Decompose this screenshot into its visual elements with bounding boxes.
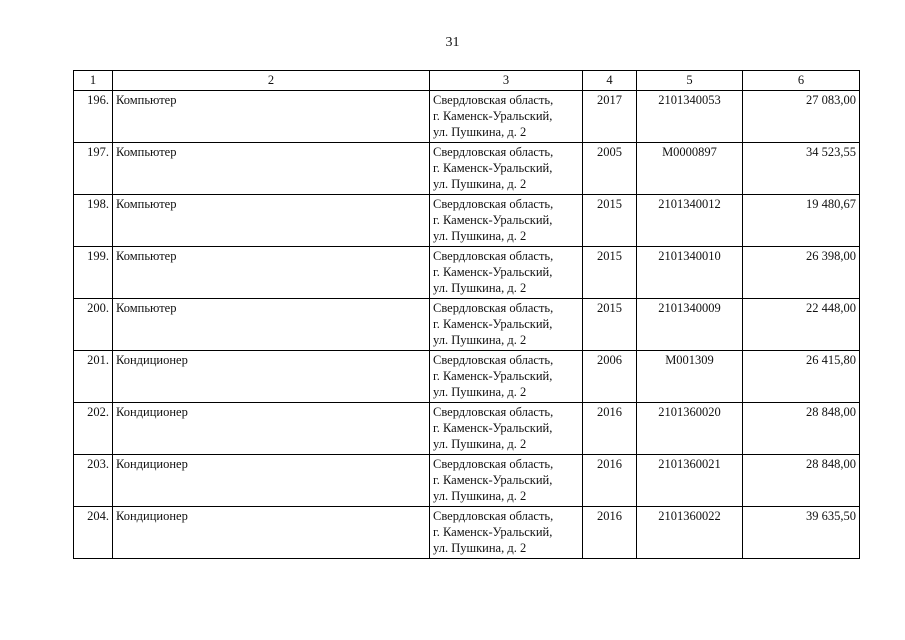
item-cost: 19 480,67 <box>743 195 860 247</box>
item-address <box>430 91 583 143</box>
address-line: Свердловская область, <box>433 249 554 263</box>
address-line: Свердловская область, <box>433 145 554 159</box>
address-line: г. Каменск-Уральский, <box>433 421 553 435</box>
item-name: Компьютер <box>113 143 430 195</box>
item-name: Кондиционер <box>113 403 430 455</box>
inventory-number: 2101360020 <box>637 403 743 455</box>
item-name: Компьютер <box>113 299 430 351</box>
item-address <box>430 195 583 247</box>
item-address <box>430 247 583 299</box>
address-line: Свердловская область, <box>433 301 554 315</box>
row-number: 199. <box>74 247 113 299</box>
address-line: Свердловская область, <box>433 457 554 471</box>
row-number: 203. <box>74 455 113 507</box>
address-line: ул. Пушкина, д. 2 <box>433 541 527 555</box>
inventory-number: 2101340053 <box>637 91 743 143</box>
inventory-number: 2101360022 <box>637 507 743 559</box>
row-number: 201. <box>74 351 113 403</box>
column-header: 6 <box>743 71 860 91</box>
inventory-number: 2101340012 <box>637 195 743 247</box>
address-line: ул. Пушкина, д. 2 <box>433 437 527 451</box>
address-line: Свердловская область, <box>433 405 554 419</box>
row-number: 198. <box>74 195 113 247</box>
item-cost: 26 398,00 <box>743 247 860 299</box>
address-line: г. Каменск-Уральский, <box>433 525 553 539</box>
table-row <box>74 247 860 299</box>
item-year: 2005 <box>583 143 637 195</box>
item-name: Кондиционер <box>113 507 430 559</box>
item-year: 2015 <box>583 195 637 247</box>
item-name: Кондиционер <box>113 455 430 507</box>
item-address <box>430 299 583 351</box>
address-line: Свердловская область, <box>433 197 554 211</box>
item-cost: 39 635,50 <box>743 507 860 559</box>
item-year: 2006 <box>583 351 637 403</box>
address-line: Свердловская область, <box>433 353 554 367</box>
item-year: 2017 <box>583 91 637 143</box>
address-line: ул. Пушкина, д. 2 <box>433 385 527 399</box>
item-address <box>430 455 583 507</box>
table-row <box>74 455 860 507</box>
address-line: г. Каменск-Уральский, <box>433 369 553 383</box>
item-address <box>430 403 583 455</box>
item-year: 2016 <box>583 455 637 507</box>
item-cost: 27 083,00 <box>743 91 860 143</box>
inventory-table <box>73 70 860 559</box>
item-year: 2016 <box>583 507 637 559</box>
address-line: г. Каменск-Уральский, <box>433 109 553 123</box>
inventory-number: M001309 <box>637 351 743 403</box>
address-line: ул. Пушкина, д. 2 <box>433 177 527 191</box>
address-line: ул. Пушкина, д. 2 <box>433 489 527 503</box>
address-line: ул. Пушкина, д. 2 <box>433 333 527 347</box>
address-line: ул. Пушкина, д. 2 <box>433 125 527 139</box>
row-number: 200. <box>74 299 113 351</box>
table-row <box>74 195 860 247</box>
address-line: г. Каменск-Уральский, <box>433 473 553 487</box>
column-header: 1 <box>74 71 113 91</box>
row-number: 197. <box>74 143 113 195</box>
column-header: 2 <box>113 71 430 91</box>
inventory-number: M0000897 <box>637 143 743 195</box>
item-address <box>430 351 583 403</box>
table-body <box>74 91 860 559</box>
item-cost: 34 523,55 <box>743 143 860 195</box>
column-header: 4 <box>583 71 637 91</box>
item-address <box>430 143 583 195</box>
address-line: г. Каменск-Уральский, <box>433 161 553 175</box>
table-row <box>74 403 860 455</box>
item-cost: 26 415,80 <box>743 351 860 403</box>
address-line: Свердловская область, <box>433 93 554 107</box>
row-number: 204. <box>74 507 113 559</box>
table-header-row <box>74 71 860 91</box>
inventory-number: 2101360021 <box>637 455 743 507</box>
item-name: Компьютер <box>113 91 430 143</box>
item-cost: 28 848,00 <box>743 403 860 455</box>
table-row <box>74 507 860 559</box>
item-name: Компьютер <box>113 247 430 299</box>
column-header: 5 <box>637 71 743 91</box>
item-name: Компьютер <box>113 195 430 247</box>
item-address <box>430 507 583 559</box>
address-line: ул. Пушкина, д. 2 <box>433 229 527 243</box>
table-row <box>74 351 860 403</box>
item-year: 2016 <box>583 403 637 455</box>
address-line: г. Каменск-Уральский, <box>433 213 553 227</box>
address-line: г. Каменск-Уральский, <box>433 317 553 331</box>
row-number: 202. <box>74 403 113 455</box>
address-line: ул. Пушкина, д. 2 <box>433 281 527 295</box>
inventory-number: 2101340009 <box>637 299 743 351</box>
address-line: г. Каменск-Уральский, <box>433 265 553 279</box>
item-year: 2015 <box>583 299 637 351</box>
item-name: Кондиционер <box>113 351 430 403</box>
item-year: 2015 <box>583 247 637 299</box>
table-row <box>74 143 860 195</box>
row-number: 196. <box>74 91 113 143</box>
inventory-number: 2101340010 <box>637 247 743 299</box>
table-row <box>74 299 860 351</box>
item-cost: 22 448,00 <box>743 299 860 351</box>
item-cost: 28 848,00 <box>743 455 860 507</box>
table-row <box>74 91 860 143</box>
page-number: 31 <box>445 35 460 50</box>
column-header: 3 <box>430 71 583 91</box>
address-line: Свердловская область, <box>433 509 554 523</box>
